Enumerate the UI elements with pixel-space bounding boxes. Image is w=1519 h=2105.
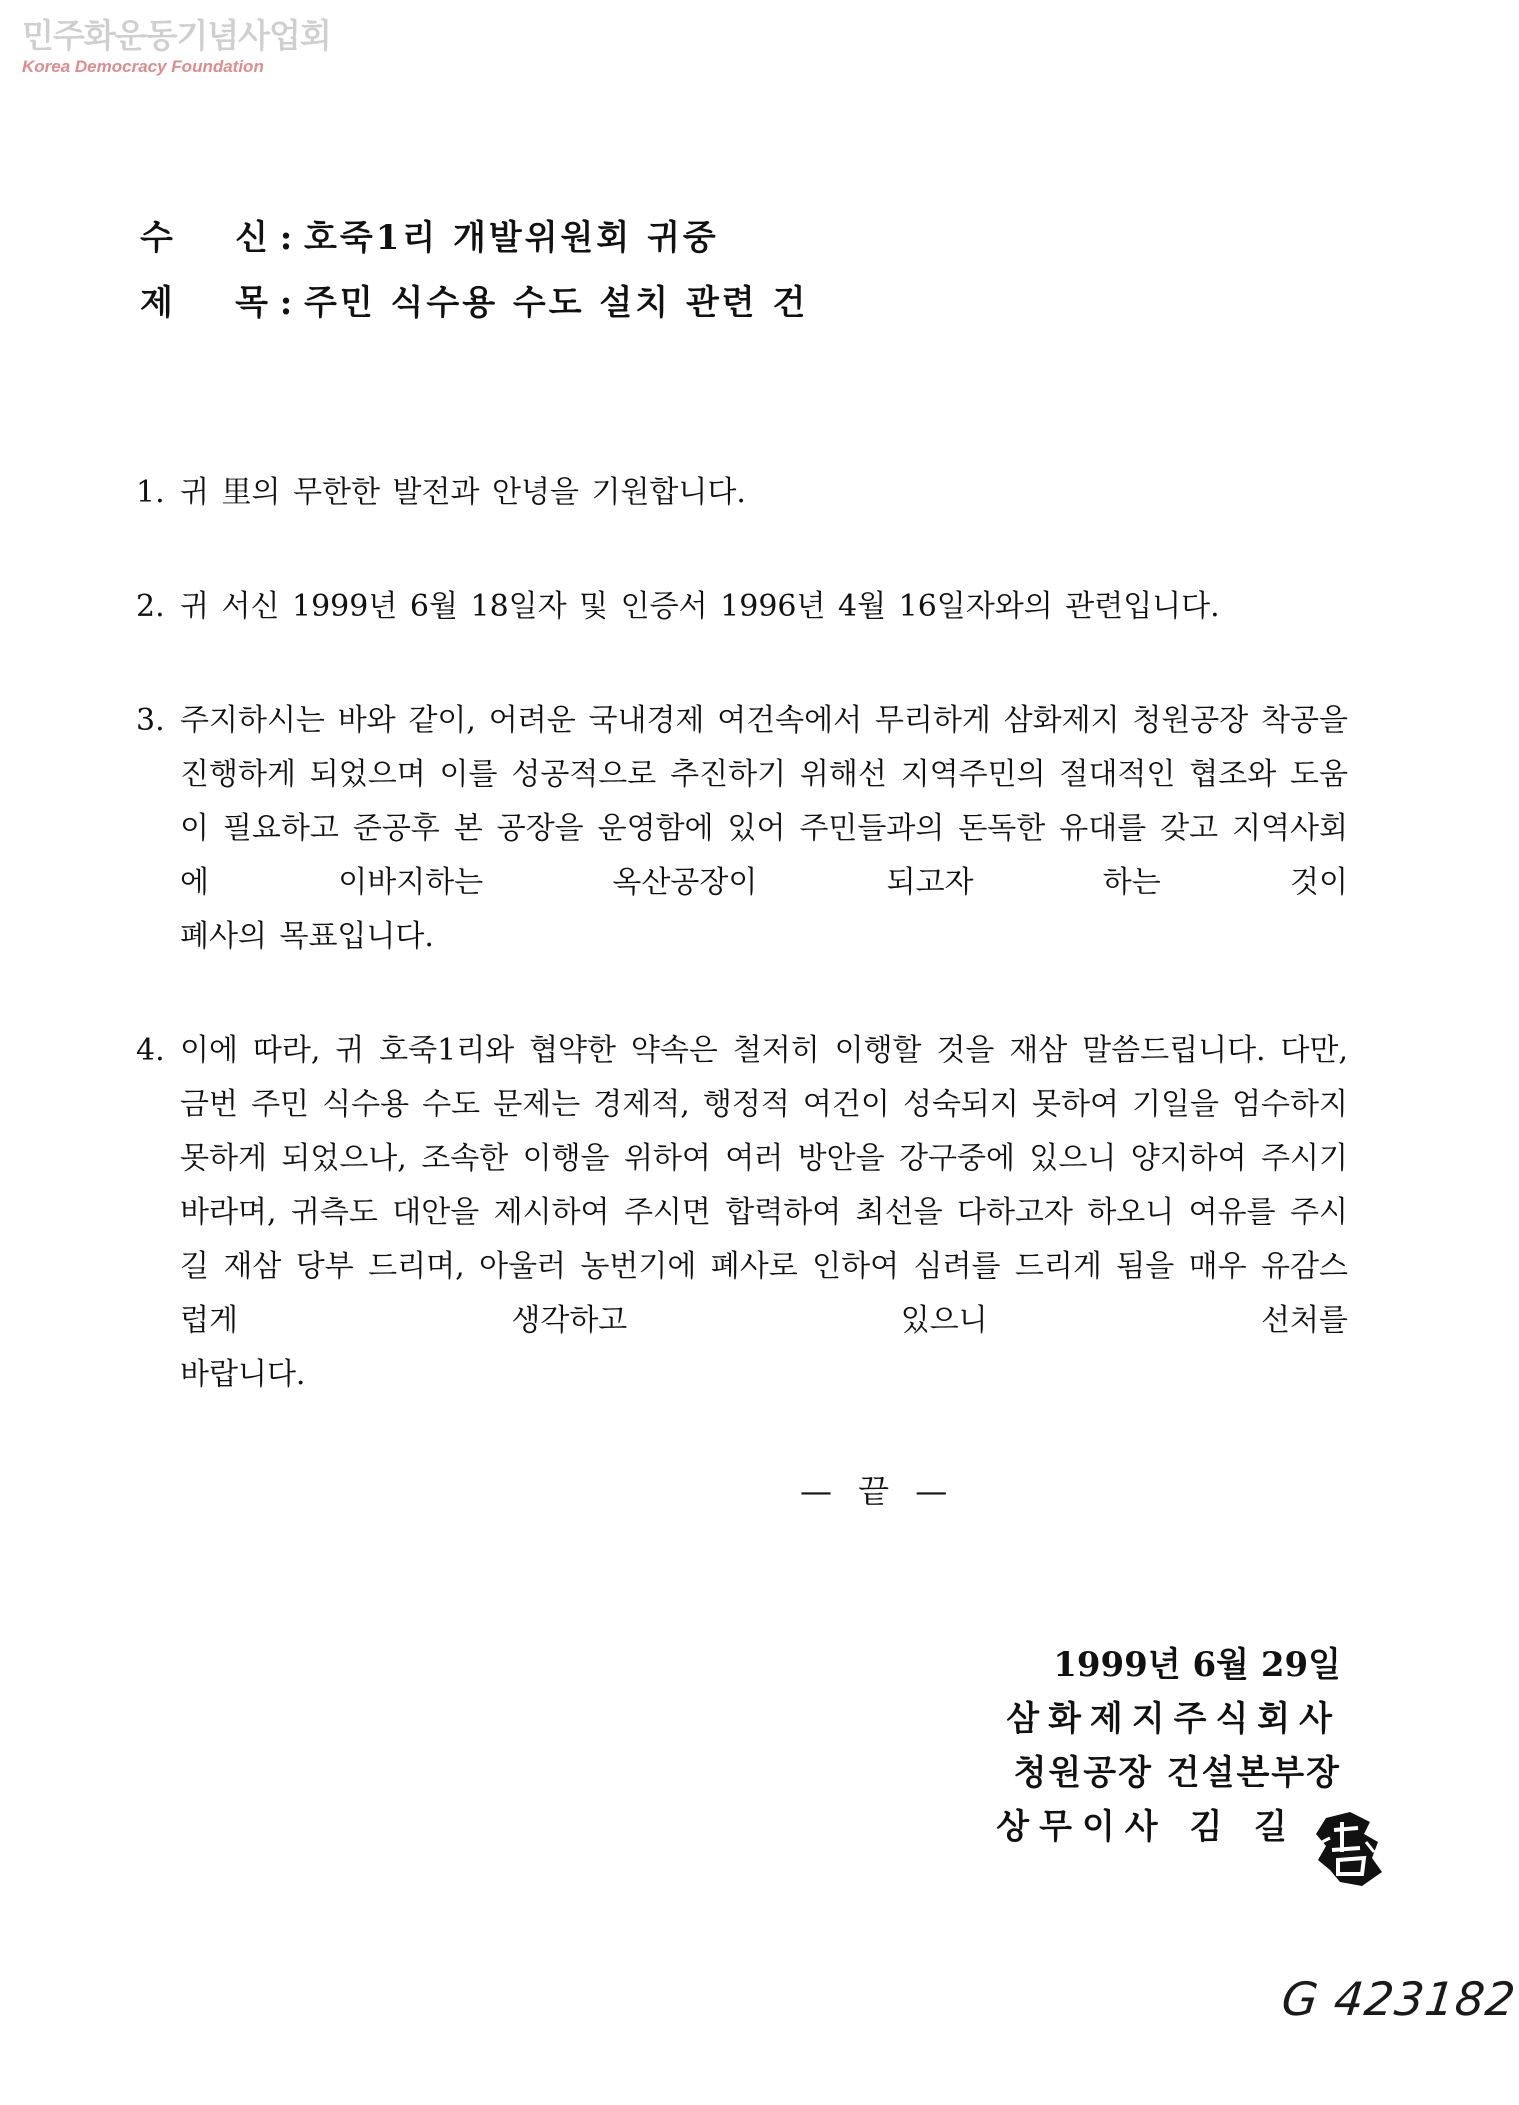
paragraph-2 — [136, 580, 1348, 634]
signature-stamp — [1312, 1808, 1390, 1890]
signature-block — [996, 1638, 1341, 1854]
letter-header — [140, 218, 1240, 348]
paragraph-number: 2. — [136, 589, 165, 624]
paragraph-text: 주지하시는 바와 같이, 어려운 국내경제 여건속에서 무리하게 삼화제지 청원공장 착공을 진행하게 되었으며 이를 성공적으로 추진하기 위해선 지역주민의 절대적인 협조와 도움이 필요하고 준공후 본 공장을 운영함에 있어 주민들과의 돈독한 유대를 갖고 지역사회에 이바지하는 옥산공장이 되고자 하는 것이 — [180, 703, 1348, 900]
paragraph-1 — [136, 466, 1348, 520]
paragraph-number: 1. — [136, 475, 165, 510]
letter-date: 1999년 6월 29일 — [1053, 1645, 1341, 1685]
foundation-watermark — [22, 16, 331, 78]
recipient-value: 호죽1리 개발위원회 귀중 — [304, 218, 719, 258]
paragraph-text: 귀 里의 무한한 발전과 안녕을 기원합니다. — [180, 475, 746, 510]
paragraph-number: 4. — [136, 1033, 165, 1068]
paragraph-text: 이에 따라, 귀 호죽1리와 협약한 약속은 철저히 이행할 것을 재삼 말씀드립니다. 다만, 금번 주민 식수용 수도 문제는 경제적, 행정적 여건이 성숙되지 못하여 기일을 엄수하지 못하게 되었으나, 조속한 이행을 위하여 여러 방안을 강구중에 있으니 양지하여 주시기 바라며, 귀측도 대안을 제시하여 주시면 합력하여 최선을 다하고자 하오니 여유를 주시길 재삼 당부 드리며, 아울러 농번기에 폐사로 인하여 심려를 드리게 됨을 매우 유감스럽게 생각하고 있으니 선처를 — [180, 1033, 1348, 1338]
recipient-row — [140, 218, 1240, 258]
letter-body — [136, 466, 1348, 1402]
handwritten-archive-code: G 423182 — [1279, 1972, 1519, 2026]
closing-mark: — 끝 — — [800, 1472, 956, 1510]
subject-row — [140, 283, 1240, 323]
watermark-english: Korea Democracy Foundation — [22, 57, 264, 76]
subject-value: 주민 식수용 수도 설치 관련 건 — [304, 283, 809, 323]
watermark-korean: 민주화운동기념사업회 — [22, 16, 331, 55]
paragraph-3 — [136, 694, 1348, 964]
paragraph-text-tail: 바랍니다. — [180, 1357, 306, 1392]
paragraph-text-tail: 폐사의 목표입니다. — [180, 919, 434, 954]
department-title: 청원공장 건설본부장 — [1013, 1753, 1341, 1793]
paragraph-4 — [136, 1024, 1348, 1402]
recipient-colon: : — [279, 218, 293, 258]
recipient-label: 수 신 — [140, 218, 268, 258]
paragraph-text-block — [180, 1024, 1348, 1402]
subject-colon: : — [279, 283, 293, 323]
paragraph-text: 귀 서신 1999년 6월 18일자 및 인증서 1996년 4월 16일자와의 관련입니다. — [180, 589, 1220, 624]
paragraph-text-block — [180, 694, 1348, 964]
subject-label: 제 목 — [140, 283, 268, 323]
signer-name: 상무이사 김 길 — [996, 1807, 1297, 1847]
paragraph-number: 3. — [136, 703, 165, 738]
company-name: 삼화제지주식회사 — [1006, 1699, 1341, 1739]
